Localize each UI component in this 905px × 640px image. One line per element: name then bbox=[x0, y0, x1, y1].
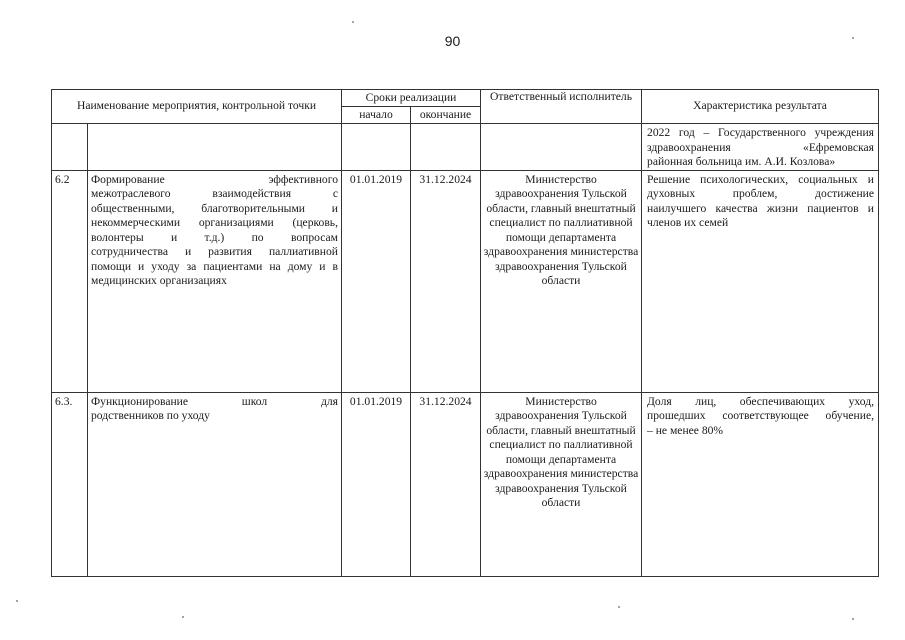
continuation-row bbox=[52, 124, 879, 171]
continuation-name bbox=[88, 124, 342, 171]
start-date: 01.01.2019 bbox=[342, 392, 411, 576]
table-row bbox=[52, 392, 879, 576]
scan-speck bbox=[618, 606, 620, 608]
result-line: членов их семей bbox=[647, 216, 729, 229]
result-line: районная больница им. А.И. Козлова» bbox=[647, 155, 836, 168]
name-line: Формирование эффективного bbox=[91, 172, 338, 186]
scan-speck bbox=[182, 616, 184, 618]
name-line: волонтеры и т.д.) по вопросам bbox=[91, 230, 338, 244]
scan-speck bbox=[852, 37, 854, 39]
scan-speck bbox=[352, 21, 354, 23]
table-row bbox=[52, 170, 879, 392]
continuation-start bbox=[342, 124, 411, 171]
header-result: Характеристика результата bbox=[642, 90, 879, 124]
activity-name bbox=[88, 170, 342, 392]
activity-name bbox=[88, 392, 342, 576]
continuation-result bbox=[642, 124, 879, 171]
responsible-executor: Министерство здравоохранения Тульской области, главный внештатный специалист по паллиативной помощи департамента здравоохранения министерства здравоохранения Тульской области bbox=[481, 392, 642, 576]
page-number: 90 bbox=[444, 33, 461, 49]
name-line: межотраслевого взаимодействия с bbox=[91, 187, 338, 200]
result-line: здравоохранения «Ефремовская bbox=[647, 140, 875, 154]
end-date: 31.12.2024 bbox=[411, 170, 481, 392]
continuation-responsible bbox=[481, 124, 642, 171]
header-start: начало bbox=[342, 107, 411, 124]
result-description bbox=[642, 170, 879, 392]
result-description bbox=[642, 392, 879, 576]
result-line: Решение психологических, социальных и bbox=[647, 172, 875, 186]
name-line: родственников по уходу bbox=[91, 409, 210, 422]
name-line: Функционирование школ для bbox=[91, 394, 338, 408]
name-line: сотрудничества и развития паллиативной bbox=[91, 245, 338, 258]
name-line: помощи и уходу за пациентами на дому и в bbox=[91, 259, 338, 273]
header-end: окончание bbox=[411, 107, 481, 124]
name-line: медицинских организациях bbox=[91, 274, 227, 287]
result-line: наилучшего качества жизни пациентов и bbox=[647, 201, 875, 215]
header-name: Наименование мероприятия, контрольной точки bbox=[52, 90, 342, 124]
scan-speck bbox=[16, 600, 18, 602]
action-plan-table bbox=[51, 89, 879, 577]
result-line: 2022 год – Государственного учреждения bbox=[647, 126, 875, 139]
header-row bbox=[52, 90, 879, 107]
header-responsible: Ответственный исполнитель bbox=[481, 90, 642, 124]
start-date: 01.01.2019 bbox=[342, 170, 411, 392]
continuation-end bbox=[411, 124, 481, 171]
end-date: 31.12.2024 bbox=[411, 392, 481, 576]
scan-speck bbox=[852, 618, 854, 620]
name-line: некоммерческими организациями (церковь, bbox=[91, 216, 338, 229]
result-line: Доля лиц, обеспечивающих уход, bbox=[647, 394, 875, 408]
row-number: 6.2 bbox=[52, 170, 88, 392]
row-number: 6.3. bbox=[52, 392, 88, 576]
responsible-executor: Министерство здравоохранения Тульской области, главный внештатный специалист по паллиативной помощи департамента здравоохранения министерства здравоохранения Тульской области bbox=[481, 170, 642, 392]
header-terms: Сроки реализации bbox=[342, 90, 481, 107]
result-line: – не менее 80% bbox=[647, 423, 724, 437]
result-line: духовных проблем, достижение bbox=[647, 187, 875, 200]
continuation-num bbox=[52, 124, 88, 171]
name-line: общественными, благотворительными и bbox=[91, 201, 338, 215]
result-line: прошедших соответствующее обучение, bbox=[647, 409, 875, 422]
